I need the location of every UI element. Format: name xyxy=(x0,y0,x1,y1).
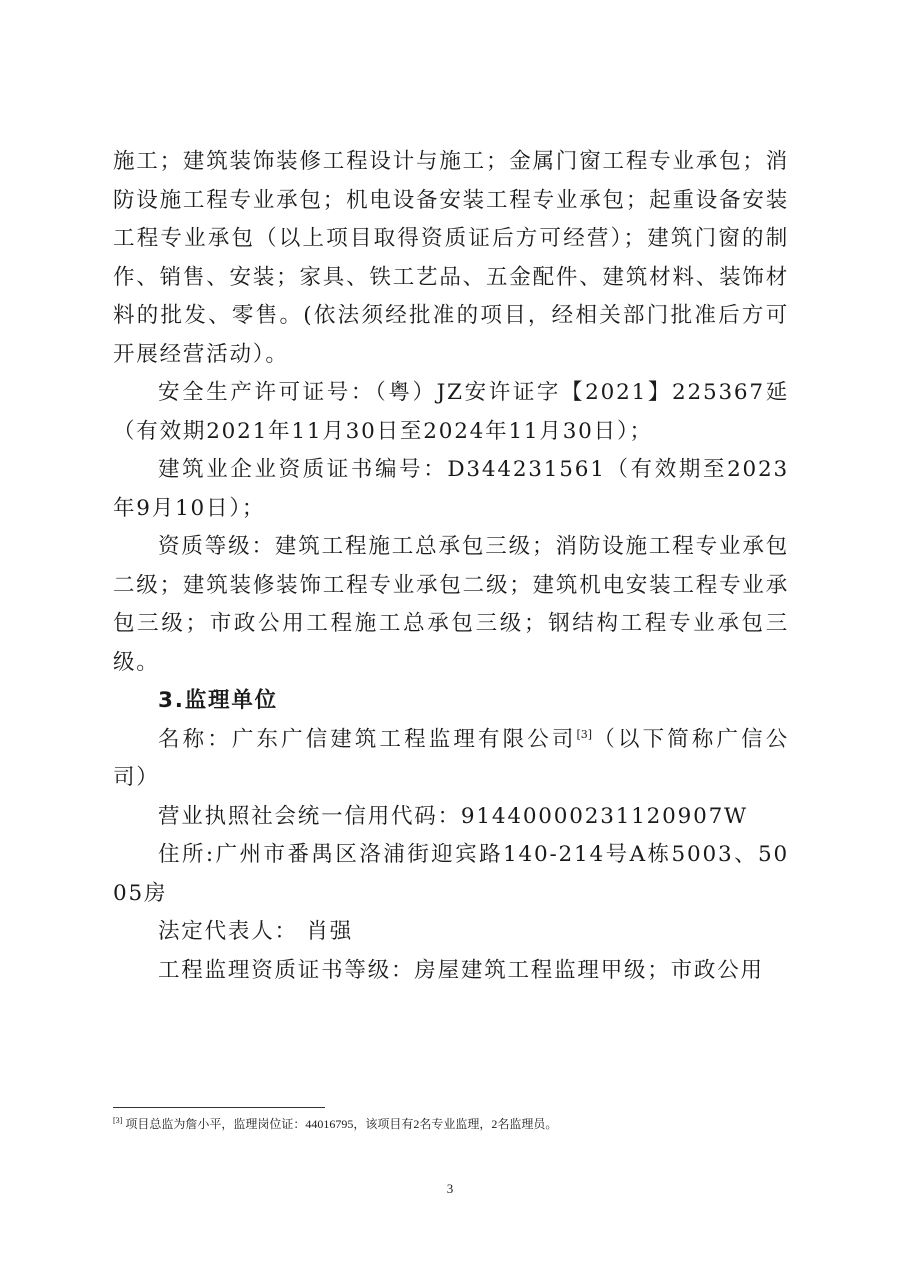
paragraph-qualification-cert: 建筑业企业资质证书编号：D344231561（有效期至2023年9月10日）； xyxy=(113,457,789,521)
paragraph-business-scope: 施工；建筑装饰装修工程设计与施工；金属门窗工程专业承包；消防设施工程专业承包；机电设备安装工程专业承包；起重设备安装工程专业承包（以上项目取得资质证后方可经营）；建筑门窗的制作、销售、安装；家具、铁工艺品、五金配件、建筑材料、装饰材料的批发、零售。(依法须经批准的项目，经相关部门批准后方可开展经营活动）。 xyxy=(113,149,789,367)
paragraph-address: 住所:广州市番禺区洛浦街迎宾路140-214号A栋5003、5005房 xyxy=(113,842,789,906)
paragraph-legal-rep: 法定代表人： 肖强 xyxy=(158,919,354,944)
body-text xyxy=(113,143,789,990)
section-heading: 3.监理单位 xyxy=(158,688,278,713)
footnote-reference[interactable]: [3] xyxy=(576,727,593,741)
paragraph-qualification-level: 资质等级：建筑工程施工总承包三级；消防设施工程专业承包二级；建筑装修装饰工程专业承包二级；建筑机电安装工程专业承包三级；市政公用工程施工总承包三级；钢结构工程专业承包三级。 xyxy=(113,534,789,675)
page-number: 3 xyxy=(446,1181,454,1196)
paragraph-safety-permit: 安全生产许可证号：（粤）JZ安许证字【2021】225367延（有效期2021年11月30日至2024年11月30日）； xyxy=(113,380,789,444)
footnote-divider xyxy=(113,1107,325,1108)
footnote-marker: [3] xyxy=(113,1116,123,1125)
footnote-text: 项目总监为詹小平，监理岗位证：44016795，该项目有2名专业监理，2名监理员。 xyxy=(125,1117,558,1131)
company-name-text: 名称：广东广信建筑工程监理有限公司 xyxy=(158,726,577,752)
company-abbrev-text: （以下简称广信公司） xyxy=(113,726,789,790)
paragraph-supervision-level: 工程监理资质证书等级：房屋建筑工程监理甲级；市政公用 xyxy=(158,957,764,983)
paragraph-credit-code: 营业执照社会统一信用代码：91440000231120907W xyxy=(158,803,748,829)
footnote xyxy=(113,1115,789,1133)
paragraph-company-name xyxy=(113,721,789,798)
